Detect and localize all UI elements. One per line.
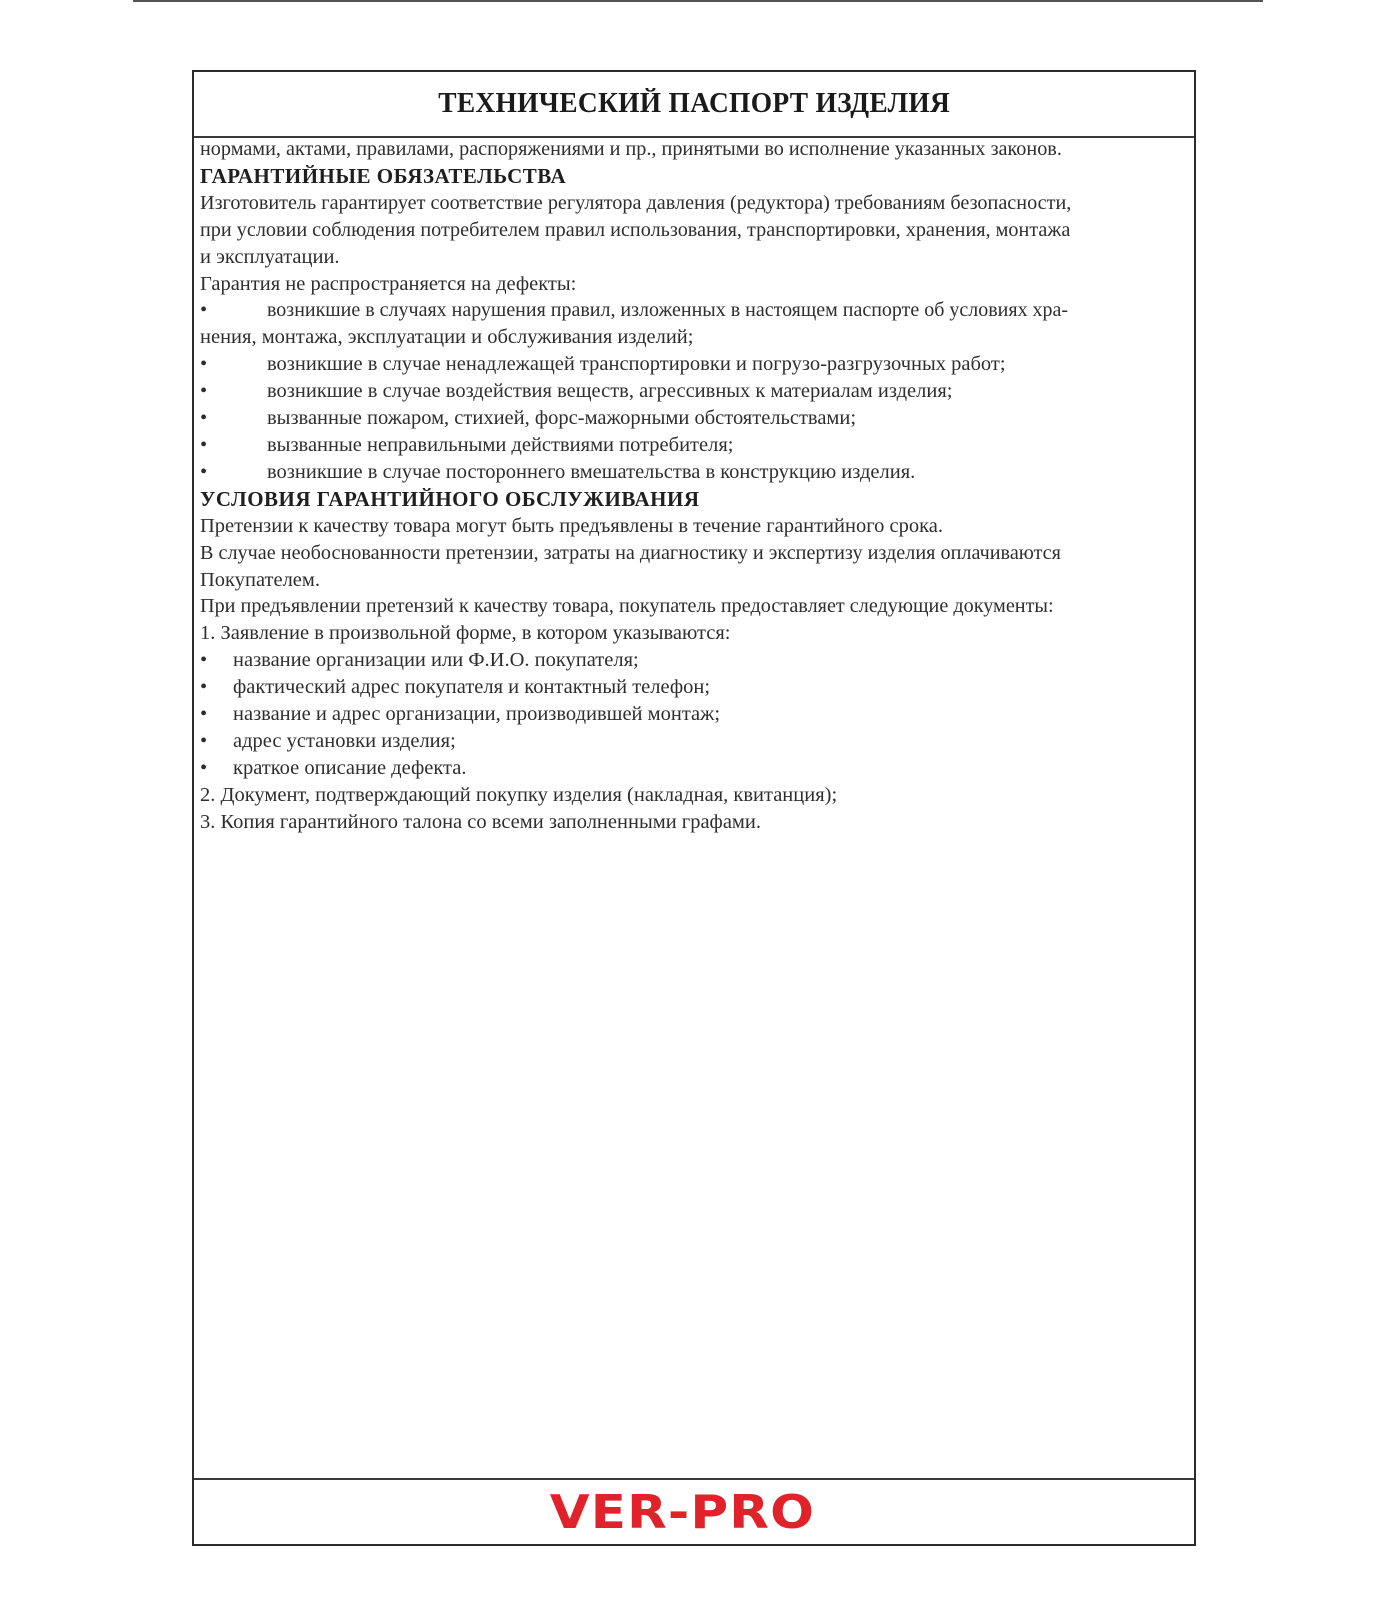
statement-item <box>200 674 1188 701</box>
closing-line: 3. Копия гарантийного талона со всеми заполненными графами. <box>200 810 761 833</box>
warranty-paragraph-line: Изготовитель гарантирует соответствие регулятора давления (редуктора) требованиям безопасности, <box>200 191 1072 214</box>
bullet-icon: • <box>200 353 208 376</box>
exclusion-item <box>200 405 1188 432</box>
footer-cell <box>194 1478 1194 1544</box>
exclusions-intro: Гарантия не распространяется на дефекты: <box>200 272 577 295</box>
title-cell <box>194 72 1194 138</box>
exclusion-text: возникшие в случае постороннего вмешательства в конструкцию изделия. <box>267 460 916 483</box>
bullet-icon: • <box>200 299 208 322</box>
exclusion-text: возникшие в случаях нарушения правил, изложенных в настоящем паспорте об условиях хра- <box>267 299 1069 322</box>
closing-line: 2. Документ, подтверждающий покупку изделия (накладная, квитанция); <box>200 783 838 806</box>
exclusion-continuation: нения, монтажа, эксплуатации и обслуживания изделий; <box>200 326 694 349</box>
page-content <box>200 136 1188 836</box>
top-rule <box>133 0 1263 2</box>
service-line: При предъявлении претензий к качеству товара, покупатель предоставляет следующие документы: <box>200 595 1054 618</box>
exclusion-text: вызванные пожаром, стихией, форс-мажорными обстоятельствами; <box>267 407 857 430</box>
warranty-heading: ГАРАНТИЙНЫЕ ОБЯЗАТЕЛЬСТВА <box>200 163 567 188</box>
bullet-icon: • <box>200 380 208 403</box>
exclusion-item <box>200 297 1188 324</box>
bullet-icon: • <box>200 407 208 430</box>
statement-text: название и адрес организации, производившей монтаж; <box>233 703 721 726</box>
bullet-icon: • <box>200 703 208 726</box>
statement-text: название организации или Ф.И.О. покупателя; <box>233 649 639 672</box>
service-line: Претензии к качеству товара могут быть предъявлены в течение гарантийного срока. <box>200 514 943 537</box>
passport-page <box>192 70 1196 1546</box>
page-title: ТЕХНИЧЕСКИЙ ПАСПОРТ ИЗДЕЛИЯ <box>438 88 950 119</box>
exclusion-item <box>200 432 1188 459</box>
bullet-icon: • <box>200 756 208 779</box>
bullet-icon: • <box>200 649 208 672</box>
statement-item <box>200 647 1188 674</box>
exclusion-text: вызванные неправильными действиями потребителя; <box>267 433 734 456</box>
intro-line: нормами, актами, правилами, распоряжениями и пр., принятыми во исполнение указанных законов. <box>200 138 1062 160</box>
brand-logo: VER-PRO <box>549 1485 815 1539</box>
warranty-paragraph-line: и эксплуатации. <box>200 245 340 268</box>
service-line: 1. Заявление в произвольной форме, в котором указываются: <box>200 622 731 645</box>
exclusion-item <box>200 378 1188 405</box>
bullet-icon: • <box>200 433 208 456</box>
exclusion-item <box>200 351 1188 378</box>
statement-item <box>200 701 1188 728</box>
statement-text: краткое описание дефекта. <box>233 756 467 779</box>
exclusion-text: возникшие в случае воздействия веществ, агрессивных к материалам изделия; <box>267 380 953 403</box>
statement-item <box>200 755 1188 782</box>
service-heading: УСЛОВИЯ ГАРАНТИЙНОГО ОБСЛУЖИВАНИЯ <box>200 486 700 511</box>
statement-text: адрес установки изделия; <box>233 729 456 752</box>
statement-text: фактический адрес покупателя и контактный телефон; <box>233 676 711 699</box>
bullet-icon: • <box>200 460 208 483</box>
exclusion-item <box>200 459 1188 486</box>
service-line: Покупателем. <box>200 568 320 591</box>
warranty-paragraph-line: при условии соблюдения потребителем правил использования, транспортировки, хранения, монтажа <box>200 218 1071 241</box>
exclusion-text: возникшие в случае ненадлежащей транспортировки и погрузо-разгрузочных работ; <box>267 353 1006 376</box>
service-line: В случае необоснованности претензии, затраты на диагностику и экспертизу изделия оплачиваются <box>200 541 1061 564</box>
statement-item <box>200 728 1188 755</box>
bullet-icon: • <box>200 676 208 699</box>
bullet-icon: • <box>200 729 208 752</box>
